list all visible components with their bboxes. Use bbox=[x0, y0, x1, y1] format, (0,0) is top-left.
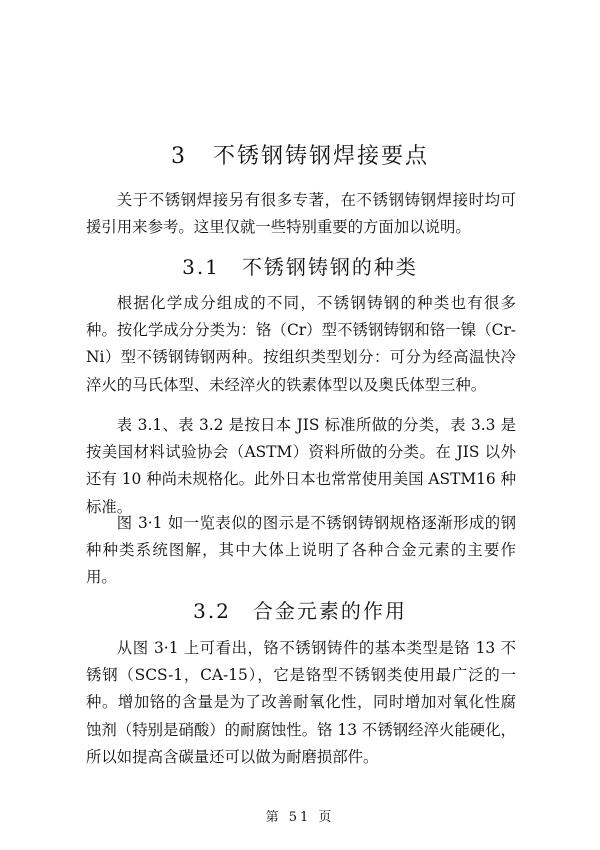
chapter-heading bbox=[0, 142, 600, 172]
chapter-title: 不锈钢铸钢焊接要点 bbox=[212, 144, 429, 169]
section-title: 不锈钢铸钢的种类 bbox=[241, 255, 418, 279]
section-heading-3-2 bbox=[0, 597, 600, 625]
section-number: 3.2 bbox=[193, 599, 231, 623]
body-paragraph: 图 3·1 如一览表似的图示是不锈钢铸钢规格逐渐形成的钢种种类系统图解，其中大体上说明了各种合金元素的主要作用。 bbox=[86, 514, 516, 587]
body-paragraph: 表 3.1、表 3.2 是按日本 JIS 标准所做的分类，表 3.3 是按美国材料试验协会（ASTM）资料所做的分类。在 JIS 以外还有 10 种尚未规格化。此外日本也常常使用美国 ASTM16 种标准。 bbox=[86, 416, 516, 516]
chapter-number: 3 bbox=[170, 144, 187, 169]
section-heading-3-1 bbox=[0, 253, 600, 281]
section-title: 合金元素的作用 bbox=[252, 599, 407, 623]
page-number: 第 51 页 bbox=[265, 810, 335, 825]
body-paragraph: 从图 3·1 上可看出，铬不锈钢铸件的基本类型是铬 13 不锈钢（SCS-1，CA-15），它是铬型不锈钢类使用最广泛的一种。增加铬的含量是为了改善耐氧化性，同时增加对氧化性腐蚀剂（特别是硝酸）的耐腐蚀性。铬 13 不锈钢经淬火能硬化，所以如提高含碳量还可以做为耐磨损部件。 bbox=[86, 639, 516, 766]
section-number: 3.1 bbox=[182, 255, 220, 279]
body-paragraph: 根据化学成分组成的不同，不锈钢铸钢的种类也有很多种。按化学成分分类为：铬（Cr）型不锈钢铸钢和铬一镍（Cr-Ni）型不锈钢铸钢两种。按组织类型划分：可分为经高温快冷淬火的马氏体型、未经淬火的铁素体型以及奥氏体型三种。 bbox=[86, 294, 516, 394]
intro-paragraph: 关于不锈钢焊接另有很多专著，在不锈钢铸钢焊接时均可援引用来参考。这里仅就一些特别重要的方面加以说明。 bbox=[86, 191, 516, 237]
